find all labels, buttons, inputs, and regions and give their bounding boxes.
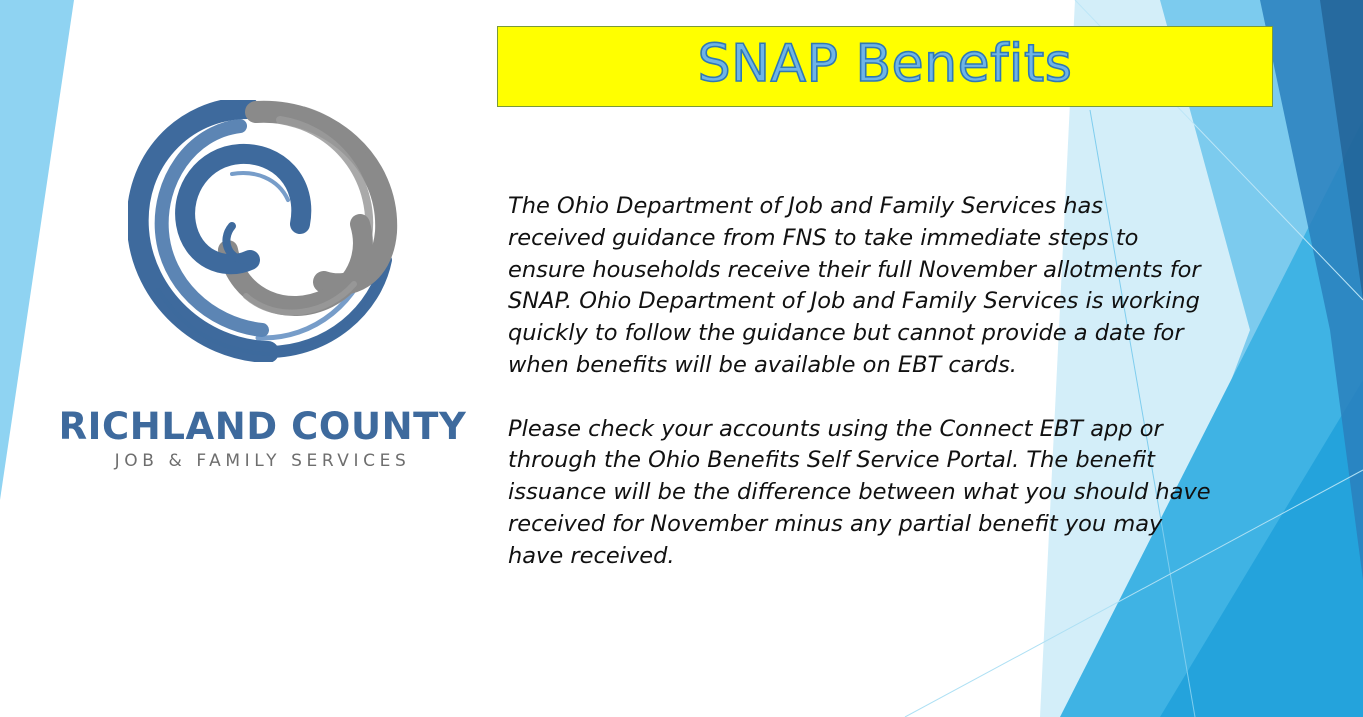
richland-county-logo — [40, 100, 490, 480]
text-line: when benefits will be available on EBT cards. — [508, 351, 1017, 378]
paragraph-guidance — [508, 191, 1308, 382]
announcement-text — [508, 191, 1308, 573]
text-line: ensure households receive their full November allotments for — [508, 256, 1201, 283]
text-line: have received. — [508, 542, 675, 569]
logo-department-name: JOB & FAMILY SERVICES — [114, 451, 411, 471]
paragraph-spacer — [508, 382, 1308, 414]
text-line: issuance will be the difference between what you should have — [508, 479, 1211, 506]
text-line: through the Ohio Benefits Self Service Portal. The benefit — [508, 447, 1155, 474]
slide-title: SNAP Benefits — [697, 33, 1073, 94]
text-line: SNAP. Ohio Department of Job and Family Services is working — [508, 288, 1200, 315]
logo-county-name: RICHLAND COUNTY — [58, 405, 467, 448]
text-line: Please check your accounts using the Connect EBT app or — [508, 415, 1163, 442]
paragraph-check-accounts — [508, 414, 1308, 573]
text-line: quickly to follow the guidance but cannot provide a date for — [508, 320, 1184, 347]
title-banner — [497, 26, 1273, 107]
text-line: received for November minus any partial benefit you may — [508, 510, 1163, 537]
text-line: received guidance from FNS to take immediate steps to — [508, 224, 1139, 251]
text-line: The Ohio Department of Job and Family Services has — [508, 193, 1104, 219]
swirl-logo-icon — [128, 100, 398, 362]
